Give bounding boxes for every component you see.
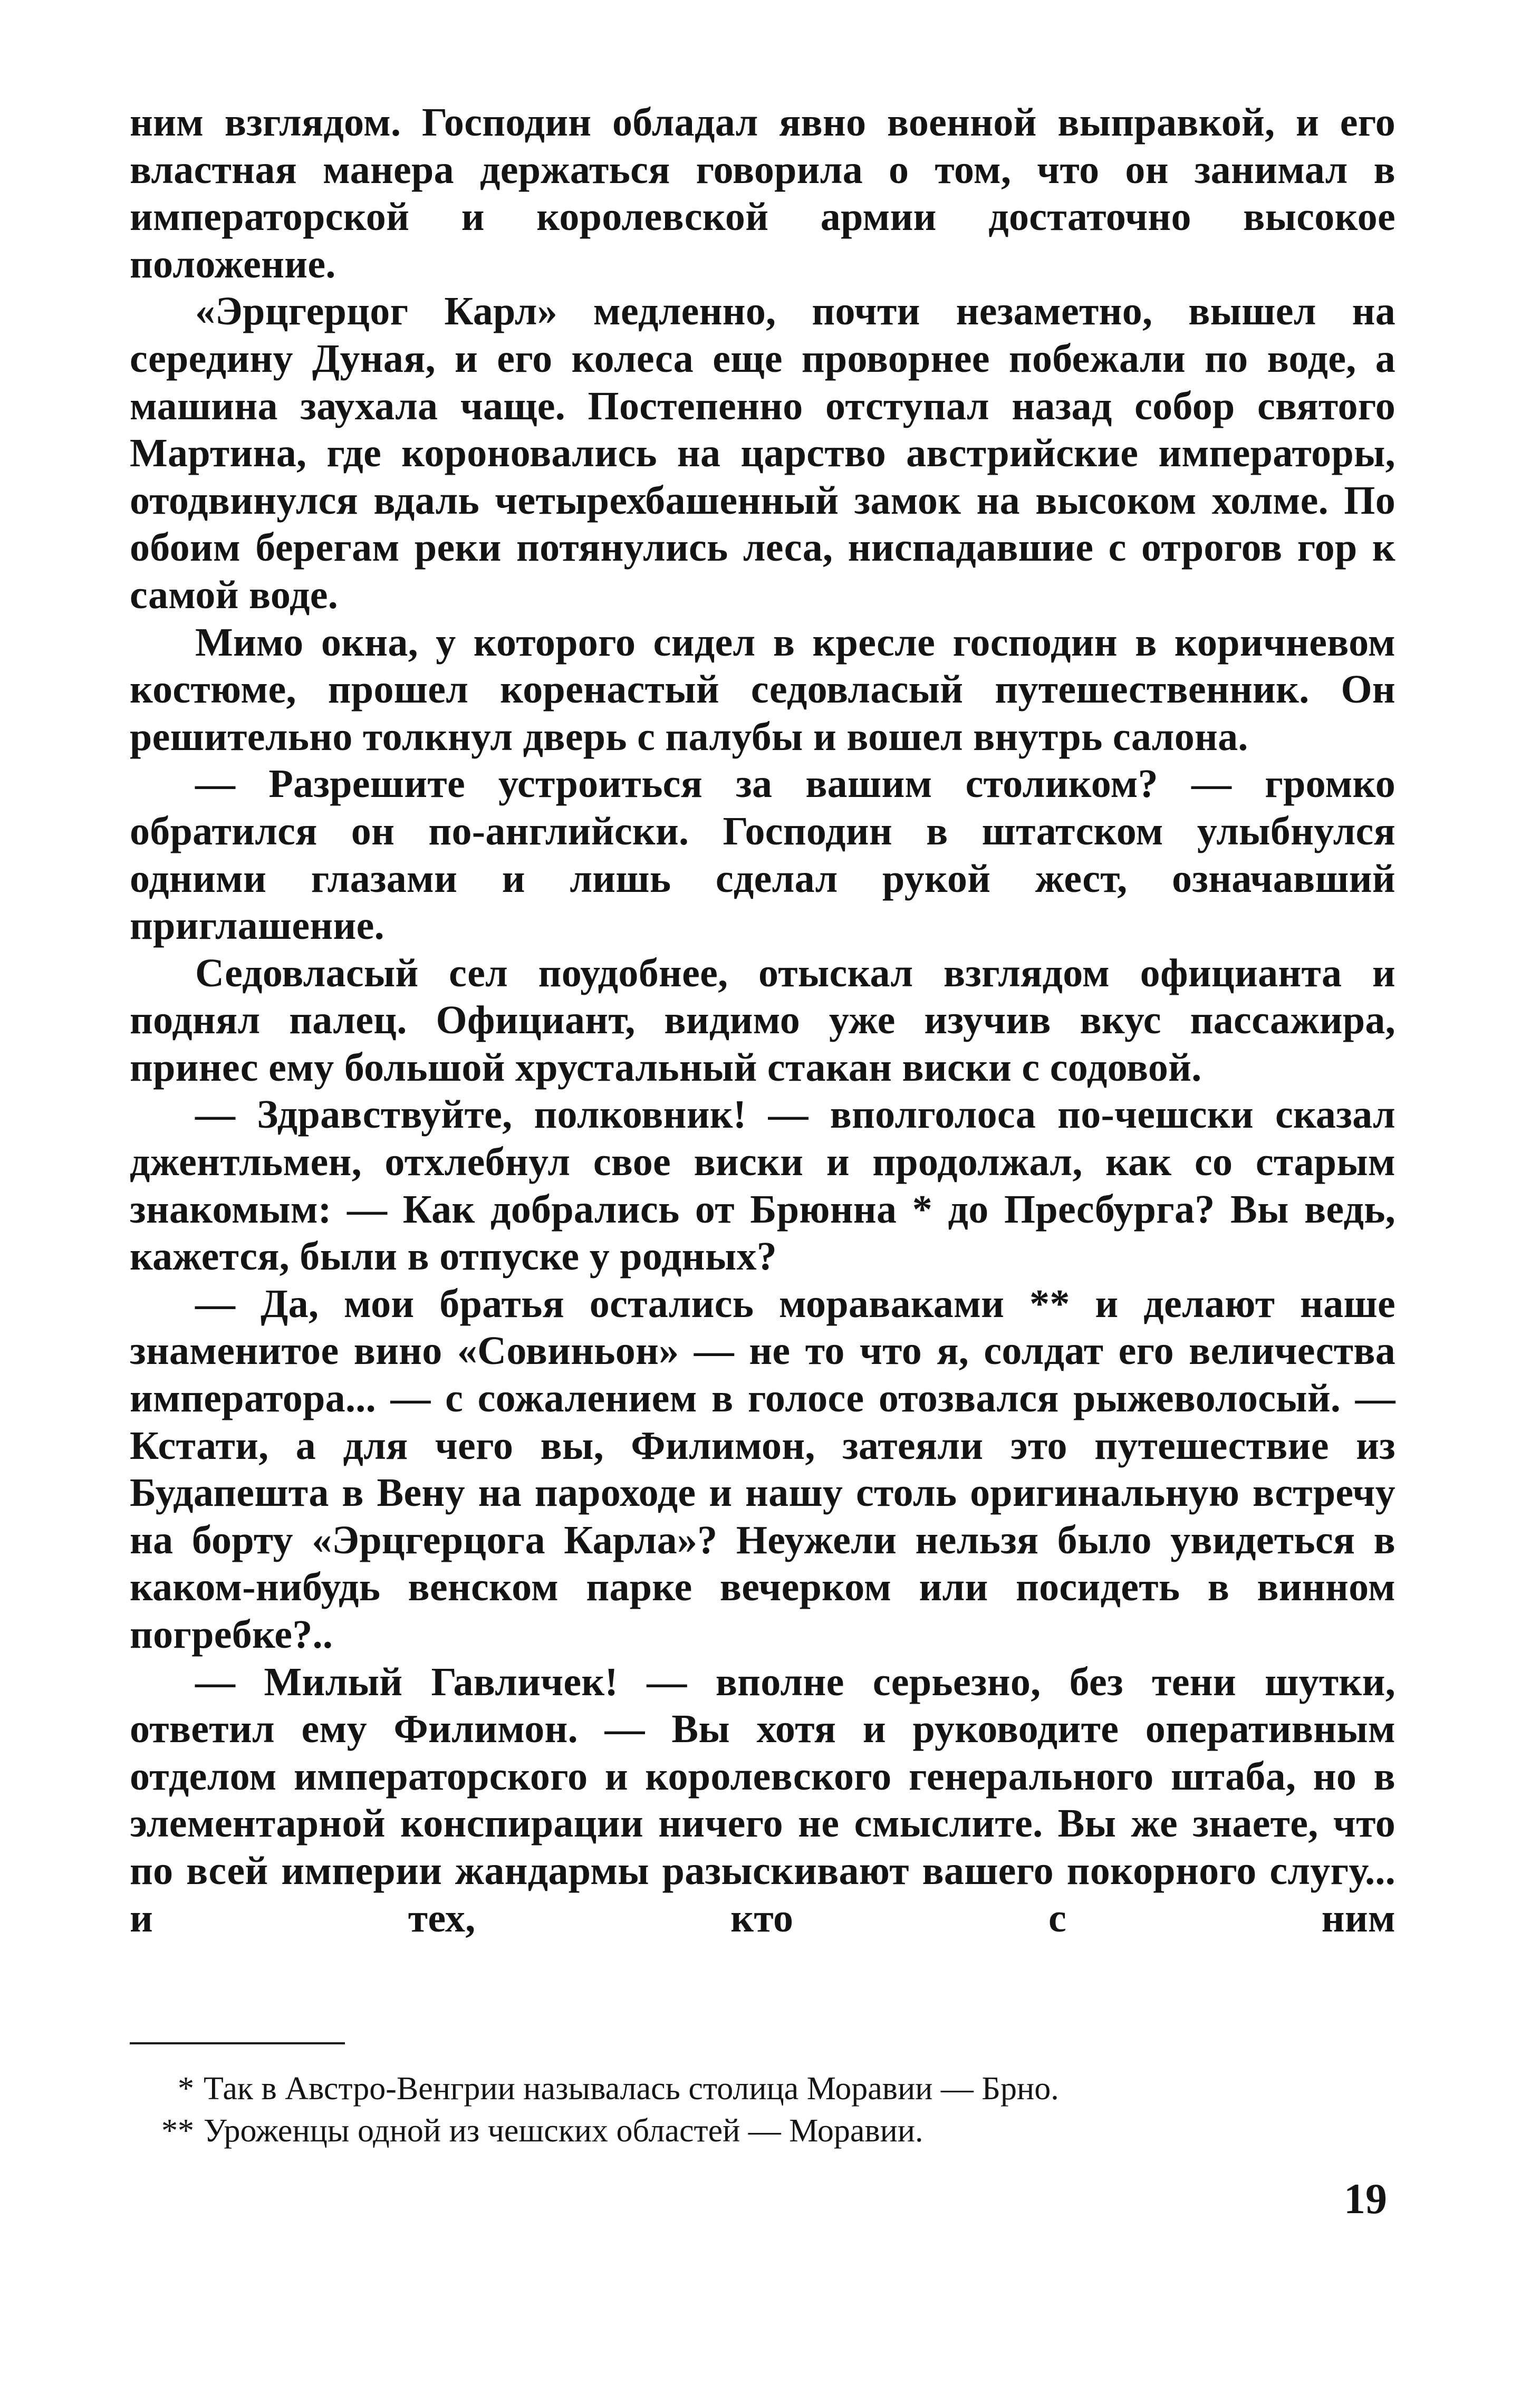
paragraph-6: — Здравствуйте, полковник! — вполголоса по-чешски сказал джентльмен, отхлебнул свое виски и продолжал, как со старым знакомым: — Как добрались от Брюнна * до Пресбурга? Вы ведь, кажется, были в отпуске у родных?: [130, 1092, 1395, 1279]
paragraph-5: Седовласый сел поудобнее, отыскал взглядом официанта и поднял палец. Официант, видимо уже изучив вкус пассажира, принес ему большой хрустальный стакан виски с содовой.: [130, 950, 1395, 1090]
paragraph-3: Мимо окна, у которого сидел в кресле господин в коричневом костюме, прошел коренастый седовласый путешественник. Он решительно толкнул дверь с палубы и вошел внутрь салона.: [130, 620, 1395, 759]
footnote-2-text: Уроженцы одной из чешских областей — Моравии.: [204, 2113, 923, 2149]
paragraph-4: — Разрешите устроиться за вашим столиком? — громко обратился он по-английски. Господин в штатском улыбнулся одними глазами и лишь сделал рукой жест, означавший приглашение.: [130, 762, 1395, 948]
footnote-2-mark: **: [161, 2113, 194, 2149]
footnote-1-text: Так в Австро-Венгрии называлась столица Моравии — Брно.: [204, 2071, 1059, 2107]
footnote-1-mark: *: [178, 2071, 194, 2107]
paragraph-7: — Да, мои братья остались мораваками ** и делают наше знаменитое вино «Совиньон» — не то что я, солдат его величества императора... — с сожалением в голосе отозвался рыжеволосый. — Кстати, а для чего вы, Филимон, затеяли это путешествие из Будапешта в Вену на пароходе и нашу столь оригинальную встречу на борту «Эрцгерцога Карла»? Неужели нельзя было увидеться в каком-нибудь венском парке вечерком или посидеть в винном погребке?..: [130, 1281, 1395, 1657]
footnote-2: [130, 2110, 1395, 2152]
footnotes: [130, 2068, 1395, 2152]
footnote-divider: [130, 2042, 345, 2044]
footnote-1: [130, 2068, 1395, 2110]
paragraph-1: ним взглядом. Господин обладал явно военной выправкой, и его властная манера держаться говорила о том, что он занимал в императорской и королевской армии достаточно высокое положение.: [130, 100, 1395, 286]
paragraph-8: — Милый Гавличек! — вполне серьезно, без тени шутки, ответил ему Филимон. — Вы хотя и руководите оперативным отделом императорского и королевского генерального штаба, но в элементарной конспирации ничего не смыслите. Вы же знаете, что по всей империи жандармы разыскивают вашего покорного слугу... и тех, кто с ним: [130, 1659, 1395, 1940]
paragraph-2: «Эрцгерцог Карл» медленно, почти незаметно, вышел на середину Дуная, и его колеса еще проворнее побежали по воде, а машина заухала чаще. Постепенно отступал назад собор святого Мартина, где короновались на царство австрийские императоры, отодвинулся вдаль четырехбашенный замок на высоком холме. По обоим берегам реки потянулись леса, ниспадавшие с отрогов гор к самой воде.: [130, 289, 1395, 617]
body-text: [130, 99, 1395, 1942]
page-number: 19: [1344, 2175, 1387, 2223]
